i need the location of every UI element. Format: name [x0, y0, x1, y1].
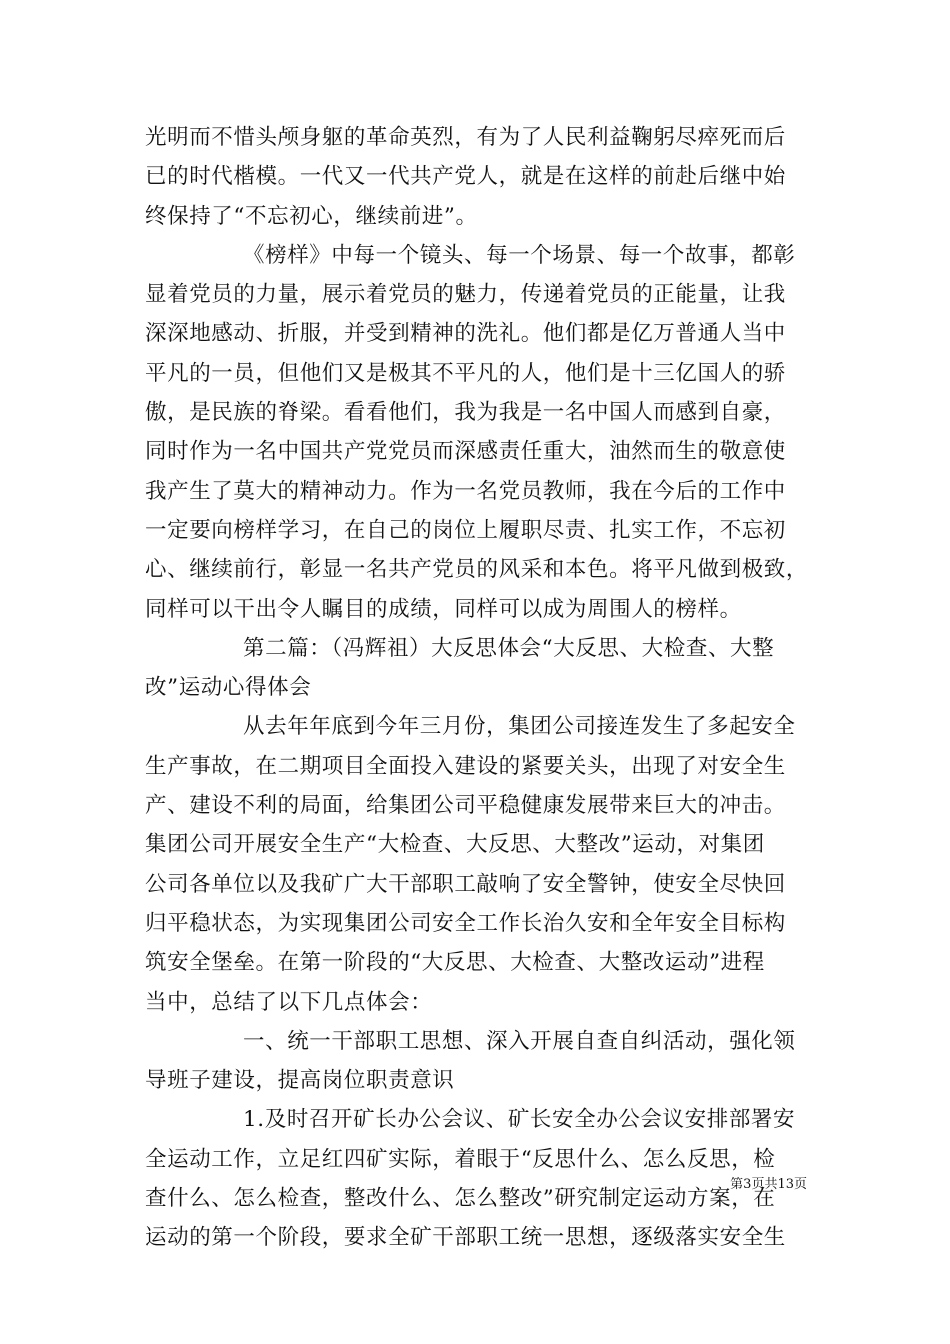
text-line: 导班子建设，提高岗位职责意识 [145, 1068, 455, 1094]
text-line: 终保持了“不忘初心，继续前进”。 [145, 203, 478, 229]
text-line: 查什么、怎么检查，整改什么、怎么整改”研究制定运动方案，在 [145, 1186, 776, 1212]
page-number-footer: 第3页共13页 [730, 1177, 807, 1192]
text-line: 生产事故，在二期项目全面投入建设的紧要关头，出现了对安全生 [145, 753, 786, 779]
text-line: 公司各单位以及我矿广大干部职工敲响了安全警钟，使安全尽快回 [145, 871, 786, 897]
text-line: 1.及时召开矿长办公会议、矿长安全办公会议安排部署安 [243, 1107, 796, 1133]
text-line: 显着党员的力量，展示着党员的魅力，传递着党员的正能量，让我 [145, 282, 786, 308]
text-line: 改”运动心得体会 [145, 675, 312, 701]
text-line: 当中，总结了以下几点体会： [145, 989, 433, 1015]
text-line: 光明而不惜头颅身躯的革命英烈，有为了人民利益鞠躬尽瘁死而后 [145, 125, 786, 150]
text-line: 同样可以干出令人瞩目的成绩，同样可以成为周围人的榜样。 [145, 596, 742, 622]
text-line: 我产生了莫大的精神动力。作为一名党员教师，我在今后的工作中 [145, 478, 786, 504]
text-line: 集团公司开展安全生产“大检查、大反思、大整改”运动，对集团 [145, 832, 765, 858]
text-line: 第二篇：（冯辉祖）大反思体会“大反思、大检查、大整 [243, 635, 775, 661]
text-line: 傲，是民族的脊梁。看看他们，我为我是一名中国人而感到自豪， [145, 400, 786, 426]
text-line: 筑安全堡垒。在第一阶段的“大反思、大检查、大整改运动”进程 [145, 950, 765, 976]
text-line: 运动的第一个阶段，要求全矿干部职工统一思想，逐级落实安全生 [145, 1225, 786, 1251]
text-line: 已的时代楷模。一代又一代共产党人，就是在这样的前赴后继中始 [145, 164, 786, 190]
text-line: 一定要向榜样学习，在自己的岗位上履职尽责、扎实工作，不忘初 [145, 517, 786, 543]
body-text [145, 118, 807, 1258]
text-line: 平凡的一员，但他们又是极其不平凡的人，他们是十三亿国人的骄 [145, 360, 786, 386]
text-line: 一、统一干部职工思想、深入开展自查自纠活动，强化领 [243, 1028, 796, 1054]
text-line: 同时作为一名中国共产党党员而深感责任重大，油然而生的敬意使 [145, 439, 786, 465]
text-line: 从去年年底到今年三月份，集团公司接连发生了多起安全 [243, 714, 796, 740]
text-line: 产、建设不利的局面，给集团公司平稳健康发展带来巨大的冲击。 [145, 793, 786, 819]
text-line: 归平稳状态，为实现集团公司安全工作长治久安和全年安全目标构 [145, 910, 786, 936]
text-line: 心、继续前行，彰显一名共产党员的风采和本色。将平凡做到极致， [145, 557, 809, 583]
text-line: 深深地感动、折服，并受到精神的洗礼。他们都是亿万普通人当中 [145, 321, 786, 347]
text-line: 全运动工作，立足红四矿实际，着眼于“反思什么、怎么反思，检 [145, 1146, 776, 1172]
text-line: 《榜样》中每一个镜头、每一个场景、每一个故事，都彰 [243, 242, 796, 268]
